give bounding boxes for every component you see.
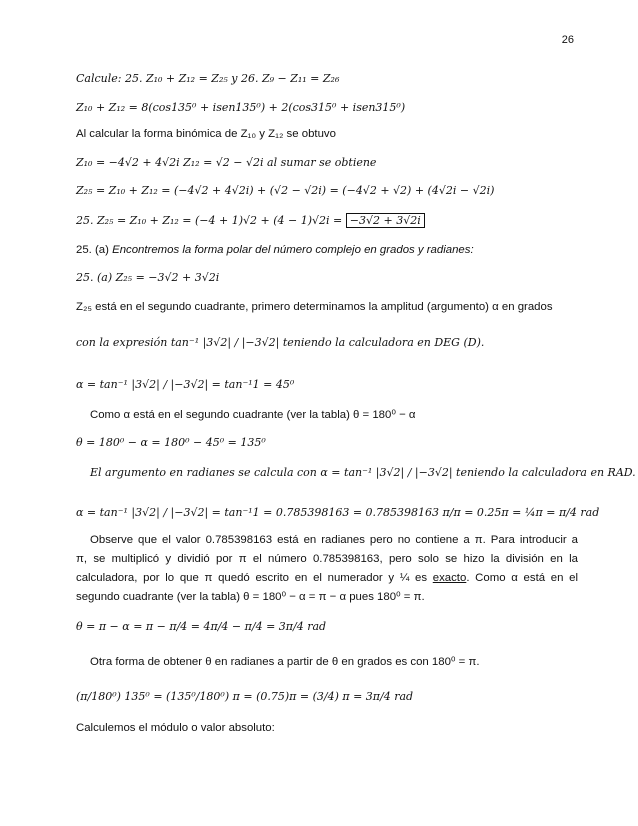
z25-definition: 25. (a) Z₂₅ = −3√2 + 3√2i [76, 271, 220, 284]
exercise-statement: Calcule: 25. Z₁₀ + Z₁₂ = Z₂₅ y 26. Z₉ − Z₁₁ = Z₂₆ [76, 72, 340, 85]
theta-radians: θ = π − α = π − π/4 = 4π/4 − π/4 = 3π/4 rad [76, 620, 327, 633]
alpha-degrees: α = tan⁻¹ |3√2| / |−3√2| = tan⁻¹1 = 45⁰ [76, 378, 295, 391]
paragraph-observe-line-1: Observe que el valor 0.785398163 está en radianes pero no contiene a π. Para introducir a [90, 534, 578, 546]
sum-result: 25. Z₂₅ = Z₁₀ + Z₁₂ = (−4 + 1)√2 + (4 − 1)√2i = −3√2 + 3√2i [76, 214, 578, 228]
boxed-result: −3√2 + 3√2i [346, 213, 425, 228]
binomial-values: Z₁₀ = −4√2 + 4√2i Z₁₂ = √2 − √2i al sumar se obtiene [76, 156, 377, 169]
paragraph-observe-line-2: π, se multiplicó y dividió por π el número 0.785398163, pero solo se hizo la división en la [76, 553, 578, 565]
sum-expansion: Z₂₅ = Z₁₀ + Z₁₂ = (−4√2 + 4√2i) + (√2 − √2i) = (−4√2 + √2) + (4√2i − √2i) [76, 184, 495, 197]
paragraph-modulus: Calculemos el módulo o valor absoluto: [76, 722, 275, 734]
paragraph-quadrant: Z₂₅ está en el segundo cuadrante, primero determinamos la amplitud (argumento) α en grados [76, 301, 553, 313]
theta-degrees: θ = 180⁰ − α = 180⁰ − 45⁰ = 135⁰ [76, 436, 266, 449]
alpha-radians: α = tan⁻¹ |3√2| / |−3√2| = tan⁻¹1 = 0.785398163 = 0.785398163 π/π = 0.25π = ¼π = π/4 rad [76, 506, 600, 519]
paragraph-observe-line-4: segundo cuadrante (ver la tabla) θ = 180⁰ − α = π − α pues 180⁰ = π. [76, 591, 425, 603]
paragraph-other-way: Otra forma de obtener θ en radianes a partir de θ en grados es con 180⁰ = π. [90, 656, 480, 668]
paragraph-observe-line-3: calculadora, por lo que π quedó escrito en el numerador y ¼ es exacto. Como α está en el [76, 572, 578, 584]
page-number: 26 [561, 34, 574, 46]
sum-polar-form: Z₁₀ + Z₁₂ = 8(cos135⁰ + isen135⁰) + 2(cos315⁰ + isen315⁰) [76, 101, 406, 114]
underlined-word: exacto [432, 572, 467, 584]
paragraph-second-quadrant: Como α está en el segundo cuadrante (ver la tabla) θ = 180⁰ − α [90, 409, 416, 421]
conversion-formula: (π/180⁰) 135⁰ = (135⁰/180⁰) π = (0.75)π = (3/4) π = 3π/4 rad [76, 690, 414, 703]
section-heading-25a: 25. (a) Encontremos la forma polar del número complejo en grados y radianes: [76, 244, 474, 256]
arctan-expression-deg: con la expresión tan⁻¹ |3√2| / |−3√2| teniendo la calculadora en DEG (D). [76, 336, 485, 349]
arctan-expression-rad: El argumento en radianes se calcula con α = tan⁻¹ |3√2| / |−3√2| teniendo la calculadora en RAD. [90, 466, 636, 479]
paragraph-binomial-intro: Al calcular la forma binómica de Z₁₀ y Z₁₂ se obtuvo [76, 128, 336, 140]
